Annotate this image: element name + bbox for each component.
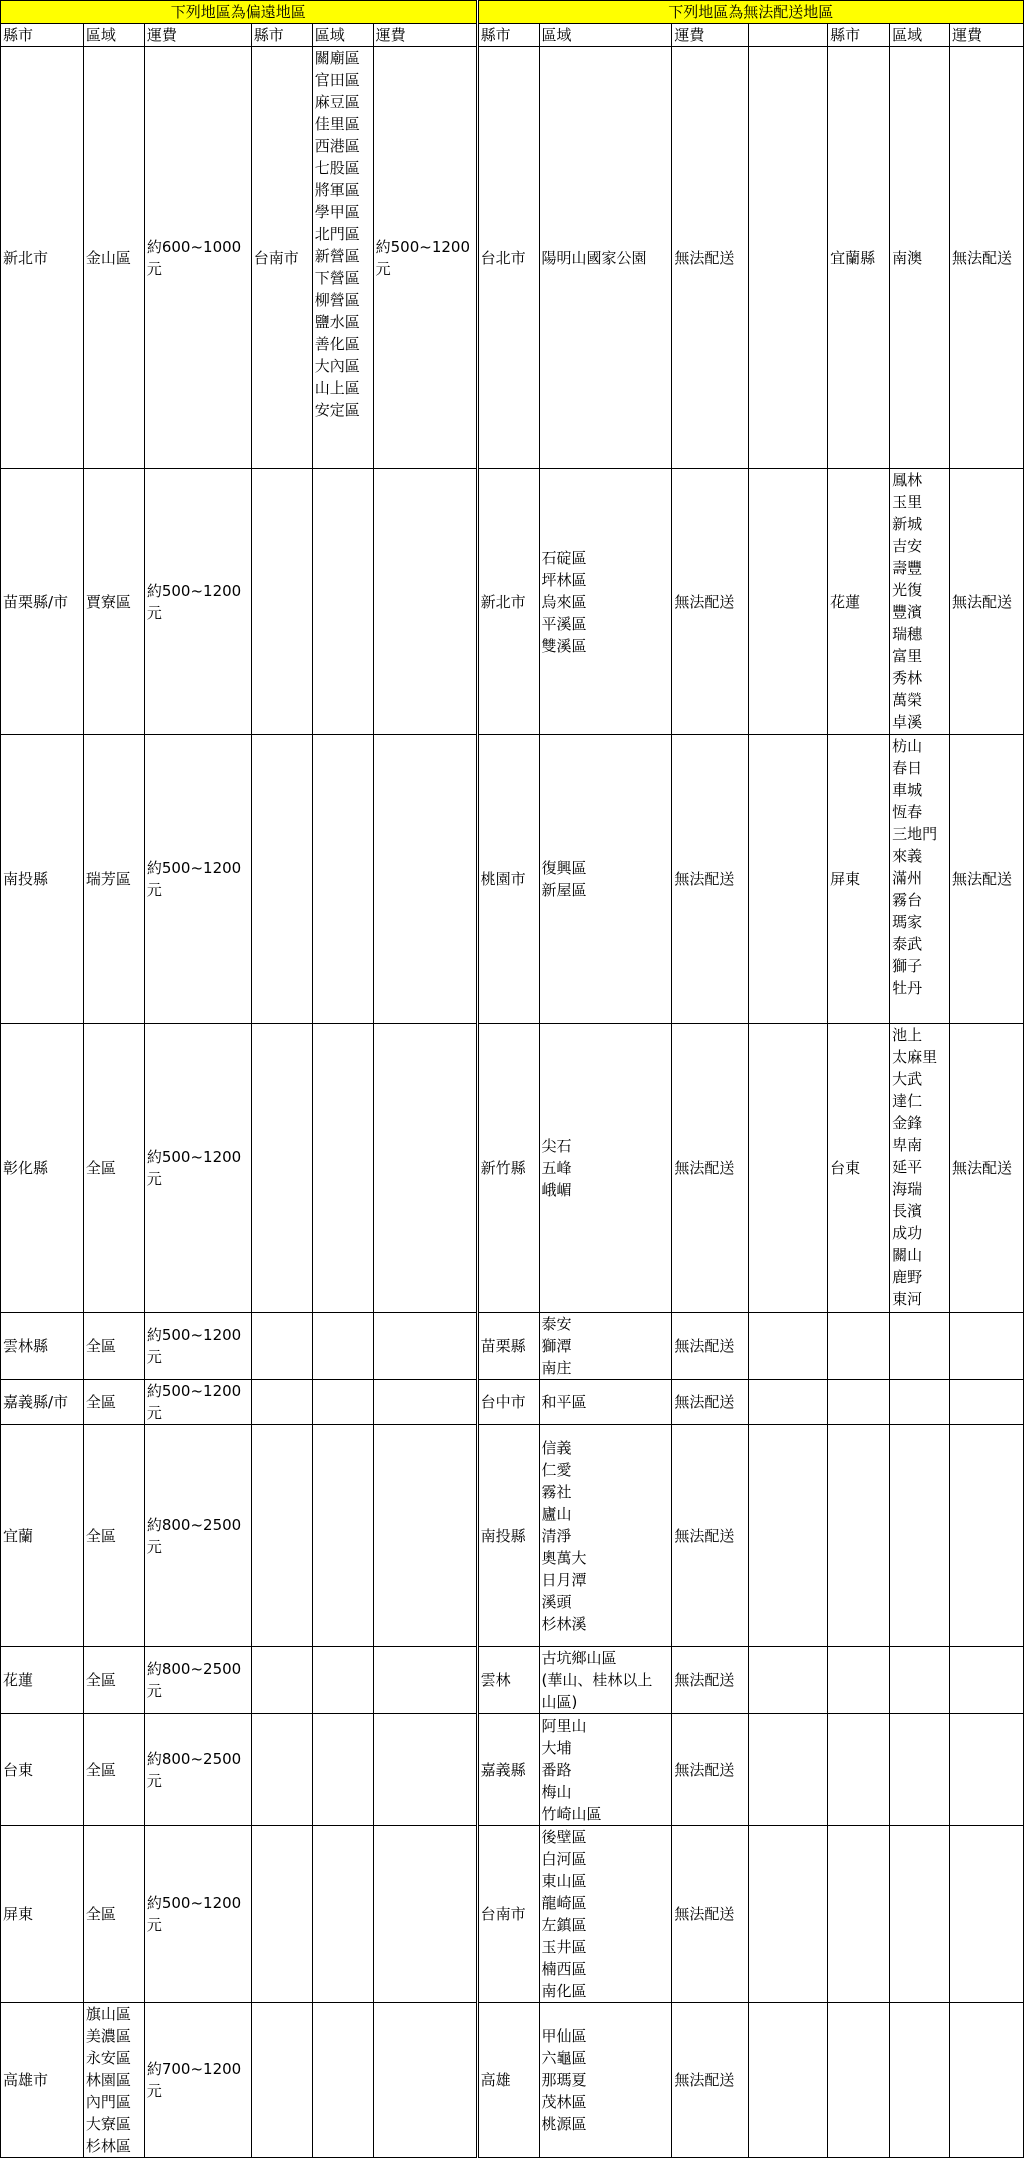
cell-area: 鳳林 玉里 新城 吉安 壽豐 光復 豐濱 瑞穗 富里 秀林 萬榮 卓溪 — [890, 469, 950, 735]
cell-fee — [373, 1024, 477, 1313]
cell-area — [312, 1313, 373, 1380]
cell-county: 台中市 — [477, 1380, 539, 1425]
cell-fee — [949, 1380, 1023, 1425]
cell-fee: 無法配送 — [672, 1024, 749, 1313]
cell-county — [251, 1313, 312, 1380]
cell-area: 甲仙區 六龜區 那瑪夏 茂林區 桃源區 — [539, 2003, 672, 2158]
cell-area: 金山區 — [83, 47, 144, 469]
cell-fee — [949, 1425, 1023, 1647]
cell-fee: 約600~1000元 — [144, 47, 251, 469]
cell-county: 台東 — [1, 1714, 84, 1826]
cell-fee — [373, 1826, 477, 2003]
cell-fee: 約500~1200元 — [144, 1024, 251, 1313]
cell-county — [828, 1714, 890, 1826]
cell-area — [312, 1826, 373, 2003]
cell-county — [828, 1826, 890, 2003]
cell-area — [312, 735, 373, 1024]
table-row — [1, 47, 1024, 469]
cell-fee: 無法配送 — [672, 735, 749, 1024]
cell-county — [251, 2003, 312, 2158]
table-row — [1, 735, 1024, 1024]
cell-fee: 約500~1200元 — [373, 47, 477, 469]
table-row — [1, 469, 1024, 735]
table-row — [1, 1826, 1024, 2003]
cell-county — [251, 1714, 312, 1826]
table-row — [1, 1425, 1024, 1647]
cell-fee — [949, 1313, 1023, 1380]
cell-county — [251, 469, 312, 735]
cell-area — [312, 1024, 373, 1313]
cell-area: 全區 — [83, 1313, 144, 1380]
cell-county: 宜蘭 — [1, 1425, 84, 1647]
cell-fee: 無法配送 — [672, 1826, 749, 2003]
cell-area: 全區 — [83, 1714, 144, 1826]
table-row — [1, 1313, 1024, 1380]
cell-area — [312, 1714, 373, 1826]
cell-fee: 約700~1200元 — [144, 2003, 251, 2158]
cell-fee — [373, 1380, 477, 1425]
cell-county: 苗栗縣 — [477, 1313, 539, 1380]
cell-blank — [749, 1024, 828, 1313]
cell-blank — [749, 1826, 828, 2003]
cell-area — [890, 2003, 950, 2158]
cell-county — [251, 735, 312, 1024]
cell-county — [828, 2003, 890, 2158]
cell-fee — [373, 2003, 477, 2158]
cell-area — [890, 1714, 950, 1826]
cell-fee — [949, 2003, 1023, 2158]
header-county: 縣市 — [477, 24, 539, 47]
cell-area: 後壁區 白河區 東山區 龍崎區 左鎮區 玉井區 楠西區 南化區 — [539, 1826, 672, 2003]
cell-county: 高雄 — [477, 2003, 539, 2158]
cell-fee — [373, 1313, 477, 1380]
cell-area: 泰安 獅潭 南庄 — [539, 1313, 672, 1380]
cell-area: 池上 太麻里 大武 達仁 金鋒 卑南 延平 海瑞 長濱 成功 關山 鹿野 東河 — [890, 1024, 950, 1313]
cell-county: 屏東 — [1, 1826, 84, 2003]
cell-blank — [749, 2003, 828, 2158]
cell-area: 全區 — [83, 1647, 144, 1714]
cell-blank — [749, 1313, 828, 1380]
cell-fee: 無法配送 — [672, 47, 749, 469]
cell-fee: 無法配送 — [949, 1024, 1023, 1313]
header-county: 縣市 — [1, 24, 84, 47]
cell-area: 復興區 新屋區 — [539, 735, 672, 1024]
header-county: 縣市 — [828, 24, 890, 47]
cell-area: 尖石 五峰 峨嵋 — [539, 1024, 672, 1313]
cell-blank — [749, 47, 828, 469]
cell-area: 全區 — [83, 1425, 144, 1647]
header-area: 區域 — [539, 24, 672, 47]
cell-county: 新北市 — [1, 47, 84, 469]
header-area: 區域 — [890, 24, 950, 47]
remote-area-title: 下列地區為偏遠地區 — [1, 1, 478, 24]
cell-fee — [949, 1647, 1023, 1714]
cell-county: 彰化縣 — [1, 1024, 84, 1313]
header-county: 縣市 — [251, 24, 312, 47]
cell-fee — [373, 1425, 477, 1647]
cell-fee — [949, 1714, 1023, 1826]
cell-area: 枋山 春日 車城 恆春 三地門 來義 滿州 霧台 瑪家 泰武 獅子 牡丹 — [890, 735, 950, 1024]
cell-county: 台北市 — [477, 47, 539, 469]
header-fee: 運費 — [672, 24, 749, 47]
cell-county: 新竹縣 — [477, 1024, 539, 1313]
cell-blank — [749, 1714, 828, 1826]
cell-fee: 無法配送 — [949, 469, 1023, 735]
cell-county — [828, 1647, 890, 1714]
cell-county: 宜蘭縣 — [828, 47, 890, 469]
cell-area: 全區 — [83, 1380, 144, 1425]
cell-blank — [749, 735, 828, 1024]
cell-area: 全區 — [83, 1826, 144, 2003]
cell-county — [251, 1024, 312, 1313]
cell-area: 旗山區 美濃區 永安區 林園區 內門區 大寮區 杉林區 — [83, 2003, 144, 2158]
cell-area — [890, 1313, 950, 1380]
cell-fee: 無法配送 — [672, 1380, 749, 1425]
cell-fee: 無法配送 — [672, 1714, 749, 1826]
cell-fee: 約500~1200元 — [144, 1380, 251, 1425]
cell-fee: 約800~2500元 — [144, 1714, 251, 1826]
cell-county: 雲林 — [477, 1647, 539, 1714]
header-area: 區域 — [312, 24, 373, 47]
cell-fee: 約500~1200元 — [144, 1826, 251, 2003]
cell-fee: 無法配送 — [672, 469, 749, 735]
cell-area — [312, 1647, 373, 1714]
cell-area: 古坑鄉山區 (華山、桂林以上 山區) — [539, 1647, 672, 1714]
cell-county: 台南市 — [477, 1826, 539, 2003]
cell-area — [890, 1826, 950, 2003]
cell-county: 嘉義縣 — [477, 1714, 539, 1826]
cell-area: 信義 仁愛 霧社 廬山 清淨 奧萬大 日月潭 溪頭 杉林溪 — [539, 1425, 672, 1647]
cell-area: 阿里山 大埔 番路 梅山 竹崎山區 — [539, 1714, 672, 1826]
cell-area — [312, 469, 373, 735]
cell-county: 雲林縣 — [1, 1313, 84, 1380]
cell-blank — [749, 1425, 828, 1647]
cell-fee: 無法配送 — [672, 2003, 749, 2158]
cell-county — [251, 1380, 312, 1425]
header-fee: 運費 — [144, 24, 251, 47]
cell-county: 南投縣 — [477, 1425, 539, 1647]
table-row — [1, 1380, 1024, 1425]
header-fee: 運費 — [373, 24, 477, 47]
header-blank — [749, 24, 828, 47]
cell-area: 瑞芳區 — [83, 735, 144, 1024]
cell-area: 石碇區 坪林區 烏來區 平溪區 雙溪區 — [539, 469, 672, 735]
cell-county: 嘉義縣/市 — [1, 1380, 84, 1425]
cell-fee: 約800~2500元 — [144, 1425, 251, 1647]
cell-county — [251, 1826, 312, 2003]
cell-county: 屏東 — [828, 735, 890, 1024]
cell-area — [890, 1380, 950, 1425]
header-fee: 運費 — [949, 24, 1023, 47]
cell-fee — [373, 1714, 477, 1826]
cell-area: 和平區 — [539, 1380, 672, 1425]
cell-fee: 約500~1200元 — [144, 735, 251, 1024]
table-row — [1, 2003, 1024, 2158]
cell-area: 賈寮區 — [83, 469, 144, 735]
header-row — [1, 24, 1024, 47]
cell-blank — [749, 1647, 828, 1714]
cell-county: 苗栗縣/市 — [1, 469, 84, 735]
cell-fee — [373, 1647, 477, 1714]
cell-county — [251, 1425, 312, 1647]
cell-area — [890, 1647, 950, 1714]
cell-area — [312, 2003, 373, 2158]
no-delivery-title: 下列地區為無法配送地區 — [477, 1, 1023, 24]
cell-county — [251, 1647, 312, 1714]
cell-county: 桃園市 — [477, 735, 539, 1024]
cell-fee: 約800~2500元 — [144, 1647, 251, 1714]
cell-area: 關廟區 官田區 麻豆區 佳里區 西港區 七股區 將軍區 學甲區 北門區 新營區 下營區 柳營區 鹽水區 善化區 大內區 山上區 安定區 — [312, 47, 373, 469]
cell-fee — [373, 469, 477, 735]
table-row — [1, 1647, 1024, 1714]
cell-county: 台東 — [828, 1024, 890, 1313]
cell-fee: 無法配送 — [672, 1313, 749, 1380]
cell-area — [312, 1425, 373, 1647]
cell-county: 花蓮 — [828, 469, 890, 735]
table-row — [1, 1714, 1024, 1826]
cell-area — [312, 1380, 373, 1425]
cell-county — [828, 1425, 890, 1647]
cell-county: 高雄市 — [1, 2003, 84, 2158]
cell-fee: 無法配送 — [949, 735, 1023, 1024]
cell-county: 花蓮 — [1, 1647, 84, 1714]
cell-county: 南投縣 — [1, 735, 84, 1024]
cell-area — [890, 1425, 950, 1647]
cell-fee: 約500~1200元 — [144, 469, 251, 735]
title-row — [1, 1, 1024, 24]
cell-area: 陽明山國家公園 — [539, 47, 672, 469]
cell-area: 全區 — [83, 1024, 144, 1313]
cell-fee — [373, 735, 477, 1024]
cell-county — [828, 1380, 890, 1425]
cell-fee: 約500~1200元 — [144, 1313, 251, 1380]
cell-fee: 無法配送 — [949, 47, 1023, 469]
cell-fee: 無法配送 — [672, 1425, 749, 1647]
cell-blank — [749, 1380, 828, 1425]
cell-county — [828, 1313, 890, 1380]
cell-fee — [949, 1826, 1023, 2003]
header-area: 區域 — [83, 24, 144, 47]
table-row — [1, 1024, 1024, 1313]
cell-fee: 無法配送 — [672, 1647, 749, 1714]
cell-county: 新北市 — [477, 469, 539, 735]
cell-blank — [749, 469, 828, 735]
cell-county: 台南市 — [251, 47, 312, 469]
cell-area: 南澳 — [890, 47, 950, 469]
